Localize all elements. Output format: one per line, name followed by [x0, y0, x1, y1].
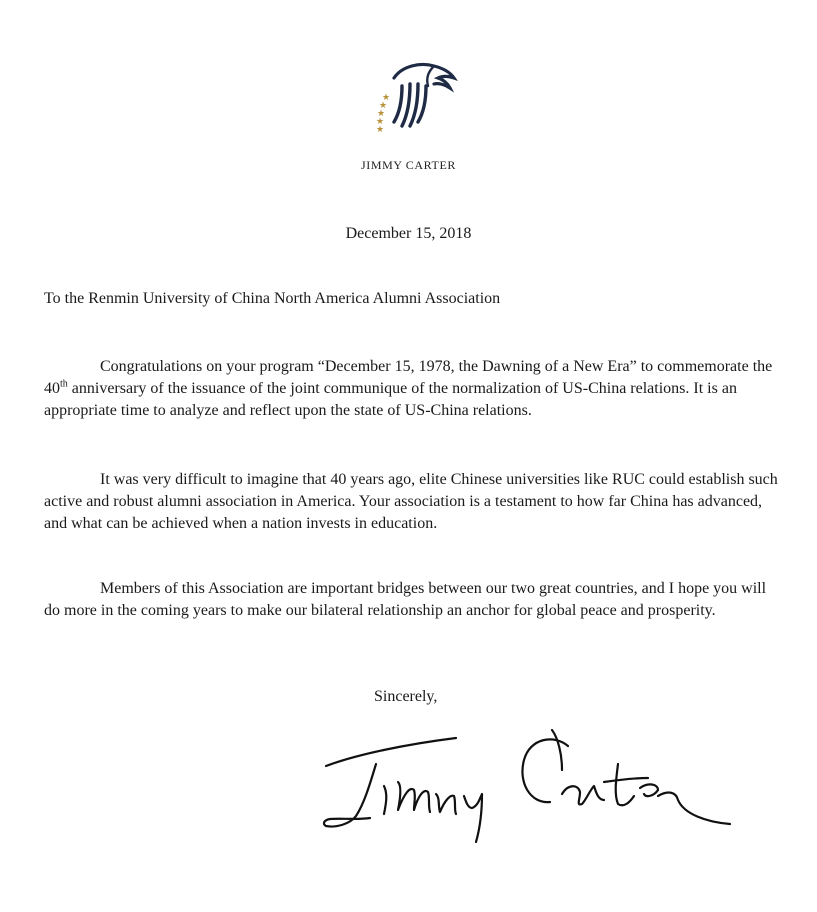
paragraph-3	[44, 578, 779, 622]
letterhead-name: JIMMY CARTER	[360, 158, 457, 172]
paragraph-1-text: Congratulations on your program “December 15, 1978, the Dawning of a New Era” to commemorate the 40	[44, 358, 773, 397]
svg-text:★: ★	[377, 109, 386, 119]
ordinal-suffix: th	[60, 378, 68, 390]
paragraph-1	[44, 356, 779, 422]
paragraph-2	[44, 469, 779, 535]
handwritten-signature	[318, 724, 738, 864]
svg-text:★: ★	[382, 93, 391, 103]
paragraph-3-text: Members of this Association are important bridges between our two great countries, and I hope you will do more in the coming years to make our bilateral relationship an anchor for global peace and prosperity.	[44, 580, 767, 619]
paragraph-1-text-cont: anniversary of the issuance of the joint communique of the normalization of US-China relations. It is an appropriate time to analyze and reflect upon the state of US-China relations.	[44, 380, 737, 419]
svg-text:★: ★	[379, 101, 388, 111]
svg-text:★: ★	[376, 117, 385, 127]
svg-text:★: ★	[376, 125, 385, 135]
closing: Sincerely,	[374, 688, 438, 705]
paragraph-2-text: It was very difficult to imagine that 40 years ago, elite Chinese universities like RUC could establish such active and robust alumni association in America. Your association is a testament to how far China has advanced, and what can be achieved when a nation invests in education.	[44, 471, 778, 532]
eagle-stars-logo	[368, 56, 460, 136]
salutation: To the Renmin University of China North America Alumni Association	[44, 290, 501, 307]
letter-date: December 15, 2018	[345, 225, 472, 242]
